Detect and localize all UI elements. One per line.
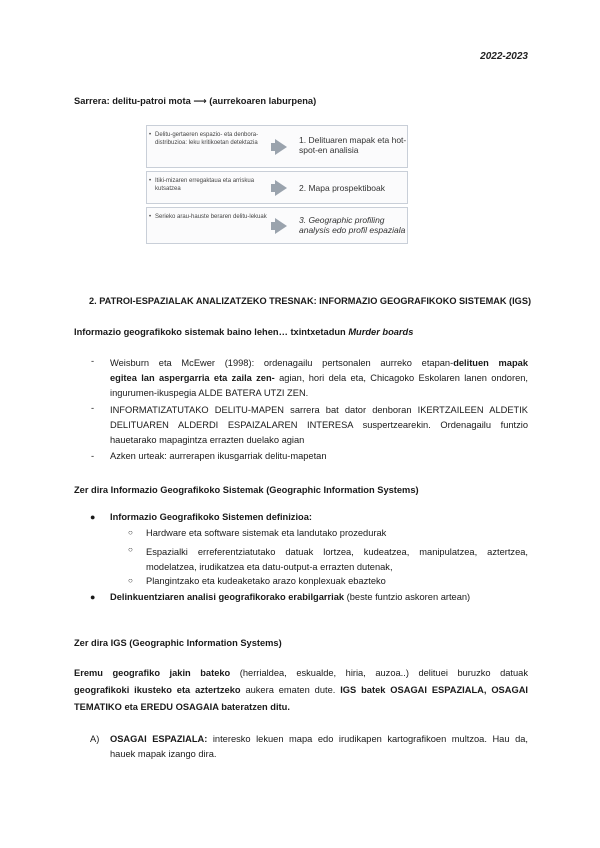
dash-list xyxy=(0,356,600,466)
sub-bullet-3: Plangintzako eta kudeaketako arazo konplexuak ebazteko xyxy=(146,576,386,586)
diagram-row-3 xyxy=(146,207,408,244)
dash-marker: - xyxy=(91,403,95,413)
para1-middle: txintxetadun xyxy=(287,327,349,337)
item-a-label: A) xyxy=(90,734,100,744)
dash-item-3 xyxy=(110,451,528,461)
dash-item-2 xyxy=(110,403,528,448)
bullet-1: Informazio Geografikoko Sistemen definizioa: xyxy=(110,512,312,522)
para2-l3: TEMATIKO eta EREDU OSAGAIA bateratzen ditu. xyxy=(74,702,290,712)
sub-bullet-1: Hardware eta software sistemak eta landutako prozedurak xyxy=(146,528,387,538)
diagram-row-3-left: Serieko arau-hauste beraren delitu-lekuak xyxy=(155,214,267,220)
sub-bullet-2-line2: modelatzea, irudikatzea eta datu-output-a errazten dutenak, xyxy=(146,562,393,572)
para1-prefix: Informazio geografikoko sistemak baino lehen xyxy=(74,327,279,337)
item-a-rest: interesko lekuen mapa edo irudikapen kartografikoen multzoa. Hau da, xyxy=(207,734,528,744)
diagram-row-2-right: 2. Mapa prospektiboak xyxy=(299,183,385,193)
question-1-text: Zer dira Informazio Geografikoko Sistemak (Geographic Information Systems) xyxy=(74,485,419,495)
gis-bullets xyxy=(0,512,600,604)
diagram-row-2-left: Itiki-mizaren erregaktaua eta arriskua kutsatzea xyxy=(155,178,255,192)
question-2-text: Zer dira IGS (Geographic Information Systems) xyxy=(74,638,282,648)
para2-l1-rest: (herrialdea, eskualde, hiria, auzoa..) delituei buruzko datuak xyxy=(230,668,528,678)
intro-line xyxy=(74,95,528,108)
para1-ellipsis: … xyxy=(278,327,288,337)
bullet-icon: ● xyxy=(90,592,96,602)
dash-1-line3: ingurumen-ikuspegia ALDE BATERA UTZI ZEN. xyxy=(110,388,309,398)
dash-2-line2: DELITUAREN ALDERDI ESPAIZALAREN INTERESA suspertzearekin. Ordenagailu funtzio xyxy=(110,420,528,430)
arrow-head-icon xyxy=(275,139,287,155)
question-2 xyxy=(74,637,528,650)
item-a-bold: OSAGAI ESPAZIALA: xyxy=(110,734,208,744)
bullet-2 xyxy=(110,592,470,602)
diagram-row-2 xyxy=(146,171,408,204)
dash-1-line2a: egitea lan aspergarria eta zaila zen- xyxy=(110,373,275,383)
para2-l2-mid: aukera ematen dute. xyxy=(240,685,341,695)
dash-marker: - xyxy=(91,451,95,461)
sub-bullet-2-line1: Espazialki erreferentziatutako datuak lortzea, kudeatzea, manipulatzea, aztertzea, xyxy=(146,547,528,557)
igs-paragraph xyxy=(74,665,528,716)
question-1 xyxy=(74,484,528,497)
diagram-row-1-right: 1. Delituaren mapak eta hot-spot-en analisia xyxy=(299,135,407,155)
item-a-line2: hauek mapak izango dira. xyxy=(110,749,217,759)
dash-1-line1b: delituen mapak xyxy=(453,358,528,368)
bullet-2-rest: (beste funtzio askoren artean) xyxy=(344,592,471,602)
circle-bullet-icon: ○ xyxy=(128,528,133,537)
para2-l2-bold2: IGS batek OSAGAI ESPAZIALA, OSAGAI xyxy=(340,685,528,695)
dash-1-line2b: agian, hori dela eta, Chicagoko Eskolaren lanen ondoren, xyxy=(274,373,528,383)
circle-bullet-icon: ○ xyxy=(128,576,133,585)
dash-2-line3: hauetarako mapagintza errazten duelako agian xyxy=(110,435,305,445)
arrow-head-icon xyxy=(275,180,287,196)
bullet-2-bold: Delinkuentziaren analisi geografikorako erabilgarriak xyxy=(110,592,345,602)
murder-boards-line xyxy=(74,326,528,339)
para2-l2-bold: geografikoki ikusteko eta aztertzeko xyxy=(74,685,241,695)
dash-marker: - xyxy=(91,356,95,366)
bullet-icon: ● xyxy=(90,512,96,522)
arrow-head-icon xyxy=(275,218,287,234)
dash-item-1 xyxy=(110,356,528,401)
sub-bullet-2 xyxy=(146,545,528,575)
para1-italic: Murder boards xyxy=(348,327,414,337)
intro-text: Sarrera: delitu-patroi mota ⟶ (aurrekoaren laburpena) xyxy=(74,96,317,106)
diagram-row-1-left: Delitu-gertaeren espazio- eta denbora-distribuzioa: leku kritikoetan detektazia xyxy=(155,132,259,146)
section-2-title xyxy=(89,296,549,306)
diagram-bullet-icon: • xyxy=(149,214,152,220)
circle-bullet-icon: ○ xyxy=(128,545,133,554)
diagram-bullet-icon: • xyxy=(149,132,152,138)
dash-3-line1: Azken urteak: aurrerapen ikusgarriak delitu-mapetan xyxy=(110,451,327,461)
diagram-bullet-icon: • xyxy=(149,178,152,184)
diagram-row-3-right: 3. Geographic profiling analysis edo profil espaziala xyxy=(299,215,406,235)
dash-1-line1a: Weisburn eta McEwer (1998): ordenagailu pertsonalen aurreko etapan- xyxy=(110,358,454,368)
section-2-title-text: 2. PATROI-ESPAZIALAK ANALIZATZEKO TRESNAK: INFORMAZIO GEOGRAFIKOKO SISTEMAK (IGS) xyxy=(89,296,532,306)
academic-year: 2022-2023 xyxy=(480,51,528,62)
dash-2-line1: INFORMATIZATUTAKO DELITU-MAPEN sarrera bat dator denboran IKERTZAILEEN ALDETIK xyxy=(110,405,528,415)
para2-l1-bold: Eremu geografiko jakin bateko xyxy=(74,668,231,678)
diagram-row-1 xyxy=(146,125,408,168)
